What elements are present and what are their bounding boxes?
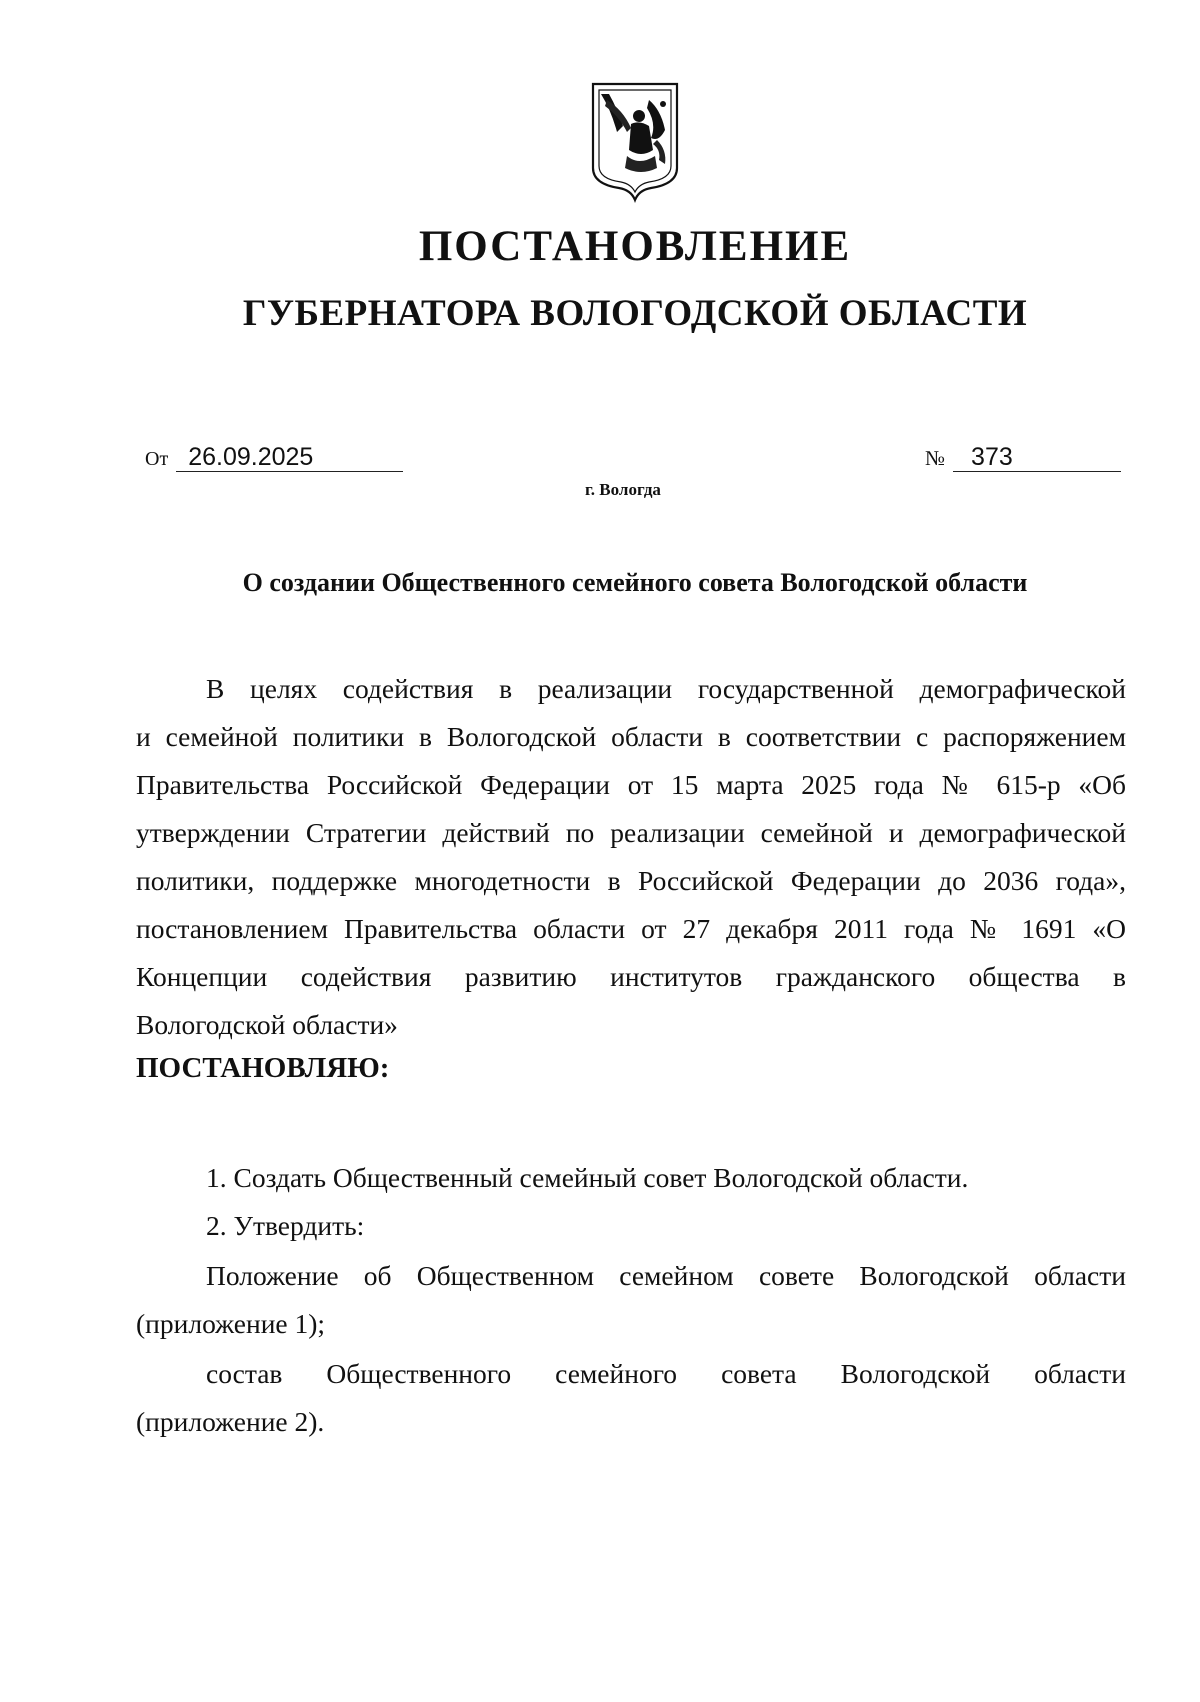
- preamble-line: постановлением Правительства области от 27 декабря 2011 года № 1691 «О: [136, 913, 1126, 944]
- item-1: 1. Создать Общественный семейный совет Вологодской области.: [206, 1162, 969, 1193]
- preamble-paragraph: [136, 665, 1126, 1049]
- preamble-line: утверждении Стратегии действий по реализации семейной и демографической: [136, 817, 1126, 848]
- document-heading: О создании Общественного семейного совета Вологодской области: [242, 568, 1028, 597]
- item-2b-line: состав Общественного семейного совета Вологодской области: [206, 1358, 1126, 1389]
- item-2b: [136, 1350, 1126, 1446]
- preamble-line: Концепции содействия развитию институтов гражданского общества в: [136, 961, 1126, 992]
- preamble-line: В целях содействия в реализации государственной демографической: [206, 673, 1126, 704]
- date-value: 26.09.2025: [176, 443, 403, 472]
- decree-word: ПОСТАНОВЛЯЮ:: [136, 1052, 390, 1084]
- preamble-line: и семейной политики в Вологодской области в соответствии с распоряжением: [136, 721, 1126, 752]
- item-2a-line: Положение об Общественном семейном совете Вологодской области: [206, 1260, 1126, 1291]
- item-2a-line: (приложение 1);: [136, 1308, 326, 1339]
- date-prefix: От: [145, 448, 169, 470]
- preamble-line: Вологодской области»: [136, 1009, 398, 1040]
- preamble-line: Правительства Российской Федерации от 15 марта 2025 года № 615-р «Об: [136, 769, 1126, 800]
- document-title: ПОСТАНОВЛЕНИЕ: [418, 223, 852, 270]
- city-label: г. Вологда: [585, 480, 661, 499]
- item-2a: [136, 1252, 1126, 1348]
- number-prefix: №: [925, 446, 946, 470]
- coat-of-arms-emblem: [587, 80, 683, 204]
- document-issuer: ГУБЕРНАТОРА ВОЛОГОДСКОЙ ОБЛАСТИ: [242, 293, 1028, 334]
- date-field: [145, 443, 403, 472]
- number-value: 373: [953, 443, 1121, 472]
- preamble-line: политики, поддержке многодетности в Российской Федерации до 2036 года»,: [136, 865, 1126, 896]
- number-field: [925, 443, 1121, 472]
- item-2: 2. Утвердить:: [206, 1210, 365, 1241]
- item-2b-line: (приложение 2).: [136, 1406, 325, 1437]
